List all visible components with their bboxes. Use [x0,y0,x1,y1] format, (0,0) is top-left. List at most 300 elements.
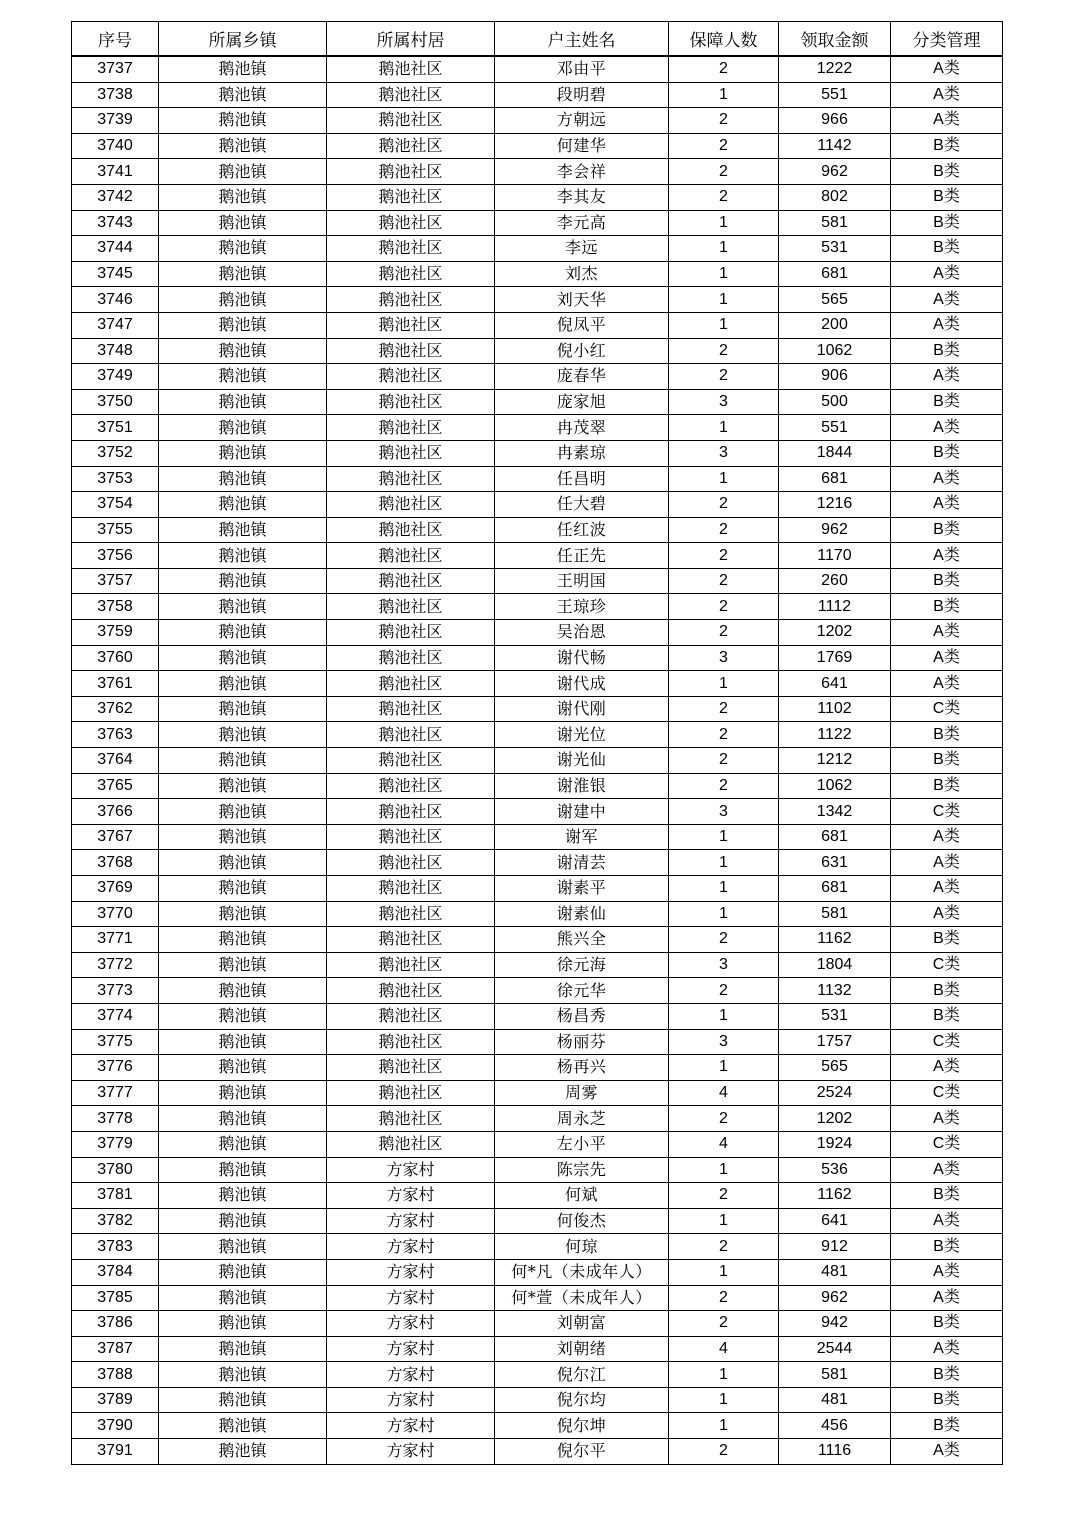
householder-cell: 何*萱（未成年人） [495,1285,669,1311]
amount-cell: 802 [779,184,891,210]
householder-cell: 王明国 [495,568,669,594]
table-row [72,748,1003,774]
seq-cell: 3748 [72,338,159,364]
village-cell: 鹅池社区 [327,287,495,313]
township-cell: 鹅池镇 [159,927,327,953]
township-cell: 鹅池镇 [159,389,327,415]
householder-cell: 任昌明 [495,466,669,492]
amount-cell: 581 [779,210,891,236]
covered-persons-cell: 1 [669,312,779,338]
householder-cell: 谢建中 [495,799,669,825]
covered-persons-cell: 2 [669,927,779,953]
village-cell: 鹅池社区 [327,1080,495,1106]
amount-cell: 536 [779,1157,891,1183]
township-cell: 鹅池镇 [159,1106,327,1132]
seq-cell: 3752 [72,440,159,466]
village-cell: 鹅池社区 [327,108,495,134]
village-cell: 鹅池社区 [327,1106,495,1132]
category-cell: A类 [891,261,1003,287]
seq-cell: 3766 [72,799,159,825]
category-cell: A类 [891,850,1003,876]
table-row [72,466,1003,492]
category-cell: A类 [891,82,1003,108]
seq-cell: 3775 [72,1029,159,1055]
seq-cell: 3779 [72,1131,159,1157]
amount-cell: 641 [779,1208,891,1234]
township-cell: 鹅池镇 [159,594,327,620]
township-cell: 鹅池镇 [159,1029,327,1055]
householder-cell: 周雾 [495,1080,669,1106]
seq-cell: 3772 [72,952,159,978]
category-cell: B类 [891,389,1003,415]
township-cell: 鹅池镇 [159,850,327,876]
table-row [72,594,1003,620]
category-cell: B类 [891,568,1003,594]
village-cell: 鹅池社区 [327,364,495,390]
table-row [72,927,1003,953]
township-cell: 鹅池镇 [159,748,327,774]
householder-cell: 倪尔坤 [495,1413,669,1439]
amount-cell: 1212 [779,748,891,774]
village-cell: 鹅池社区 [327,466,495,492]
seq-cell: 3757 [72,568,159,594]
householder-cell: 周永芝 [495,1106,669,1132]
village-cell: 鹅池社区 [327,901,495,927]
category-cell: A类 [891,1106,1003,1132]
village-cell: 鹅池社区 [327,1131,495,1157]
table-row [72,517,1003,543]
table-row [72,876,1003,902]
householder-cell: 方朝远 [495,108,669,134]
amount-cell: 2524 [779,1080,891,1106]
table-row [72,56,1003,82]
amount-cell: 681 [779,466,891,492]
householder-cell: 刘朝富 [495,1311,669,1337]
seq-cell: 3768 [72,850,159,876]
seq-cell: 3771 [72,927,159,953]
seq-cell: 3744 [72,236,159,262]
category-cell: A类 [891,108,1003,134]
village-cell: 方家村 [327,1285,495,1311]
category-cell: B类 [891,133,1003,159]
township-cell: 鹅池镇 [159,236,327,262]
village-cell: 鹅池社区 [327,492,495,518]
householder-cell: 何琼 [495,1234,669,1260]
township-cell: 鹅池镇 [159,492,327,518]
seq-cell: 3774 [72,1003,159,1029]
township-cell: 鹅池镇 [159,1311,327,1337]
householder-cell: 何俊杰 [495,1208,669,1234]
village-cell: 鹅池社区 [327,773,495,799]
township-cell: 鹅池镇 [159,184,327,210]
amount-cell: 1062 [779,338,891,364]
table-row [72,108,1003,134]
householder-cell: 杨再兴 [495,1055,669,1081]
householder-cell: 倪尔平 [495,1439,669,1465]
table-row [72,645,1003,671]
covered-persons-cell: 1 [669,1362,779,1388]
householder-cell: 谢素仙 [495,901,669,927]
category-cell: B类 [891,1362,1003,1388]
category-cell: C类 [891,1131,1003,1157]
covered-persons-cell: 2 [669,1285,779,1311]
amount-cell: 966 [779,108,891,134]
township-cell: 鹅池镇 [159,210,327,236]
township-cell: 鹅池镇 [159,1413,327,1439]
township-cell: 鹅池镇 [159,1285,327,1311]
seq-cell: 3755 [72,517,159,543]
covered-persons-cell: 2 [669,620,779,646]
amount-cell: 1202 [779,1106,891,1132]
amount-cell: 1757 [779,1029,891,1055]
amount-cell: 942 [779,1311,891,1337]
township-cell: 鹅池镇 [159,312,327,338]
seq-cell: 3787 [72,1336,159,1362]
category-cell: A类 [891,543,1003,569]
township-cell: 鹅池镇 [159,1439,327,1465]
householder-cell: 何*凡（未成年人） [495,1259,669,1285]
householder-cell: 倪尔均 [495,1387,669,1413]
category-cell: A类 [891,466,1003,492]
table-row [72,1106,1003,1132]
seq-cell: 3742 [72,184,159,210]
village-cell: 方家村 [327,1413,495,1439]
seq-cell: 3762 [72,696,159,722]
householder-cell: 庞春华 [495,364,669,390]
covered-persons-cell: 2 [669,338,779,364]
table-row [72,671,1003,697]
amount-cell: 1342 [779,799,891,825]
category-cell: B类 [891,594,1003,620]
amount-cell: 481 [779,1387,891,1413]
householder-cell: 王琼珍 [495,594,669,620]
amount-cell: 1216 [779,492,891,518]
seq-cell: 3759 [72,620,159,646]
seq-cell: 3776 [72,1055,159,1081]
category-cell: C类 [891,799,1003,825]
covered-persons-cell: 2 [669,1311,779,1337]
township-cell: 鹅池镇 [159,159,327,185]
seq-cell: 3790 [72,1413,159,1439]
amount-cell: 1162 [779,1183,891,1209]
header-covered-persons: 保障人数 [669,22,779,57]
householder-cell: 谢代畅 [495,645,669,671]
township-cell: 鹅池镇 [159,466,327,492]
table-row [72,1234,1003,1260]
village-cell: 方家村 [327,1183,495,1209]
township-cell: 鹅池镇 [159,799,327,825]
householder-cell: 谢清芸 [495,850,669,876]
category-cell: B类 [891,927,1003,953]
category-cell: A类 [891,645,1003,671]
seq-cell: 3740 [72,133,159,159]
covered-persons-cell: 1 [669,671,779,697]
category-cell: B类 [891,1311,1003,1337]
seq-cell: 3758 [72,594,159,620]
amount-cell: 962 [779,159,891,185]
householder-cell: 倪尔江 [495,1362,669,1388]
amount-cell: 962 [779,1285,891,1311]
header-category: 分类管理 [891,22,1003,57]
householder-cell: 倪小红 [495,338,669,364]
seq-cell: 3789 [72,1387,159,1413]
category-cell: A类 [891,312,1003,338]
village-cell: 鹅池社区 [327,56,495,82]
township-cell: 鹅池镇 [159,1183,327,1209]
table-row [72,799,1003,825]
category-cell: A类 [891,1336,1003,1362]
householder-cell: 刘杰 [495,261,669,287]
seq-cell: 3778 [72,1106,159,1132]
table-row [72,184,1003,210]
householder-cell: 李元高 [495,210,669,236]
amount-cell: 551 [779,415,891,441]
amount-cell: 581 [779,1362,891,1388]
covered-persons-cell: 2 [669,748,779,774]
amount-cell: 1132 [779,978,891,1004]
document-page [71,21,1002,1465]
seq-cell: 3739 [72,108,159,134]
amount-cell: 1222 [779,56,891,82]
village-cell: 鹅池社区 [327,978,495,1004]
covered-persons-cell: 1 [669,415,779,441]
village-cell: 方家村 [327,1387,495,1413]
householder-cell: 陈宗先 [495,1157,669,1183]
covered-persons-cell: 1 [669,1387,779,1413]
table-row [72,236,1003,262]
village-cell: 方家村 [327,1439,495,1465]
covered-persons-cell: 1 [669,236,779,262]
covered-persons-cell: 2 [669,159,779,185]
table-row [72,901,1003,927]
amount-cell: 565 [779,1055,891,1081]
covered-persons-cell: 1 [669,287,779,313]
amount-cell: 200 [779,312,891,338]
covered-persons-cell: 1 [669,261,779,287]
village-cell: 鹅池社区 [327,517,495,543]
village-cell: 鹅池社区 [327,952,495,978]
category-cell: C类 [891,1080,1003,1106]
covered-persons-cell: 1 [669,1055,779,1081]
covered-persons-cell: 3 [669,389,779,415]
covered-persons-cell: 1 [669,1413,779,1439]
township-cell: 鹅池镇 [159,1055,327,1081]
amount-cell: 1112 [779,594,891,620]
table-row [72,210,1003,236]
village-cell: 方家村 [327,1234,495,1260]
township-cell: 鹅池镇 [159,696,327,722]
village-cell: 鹅池社区 [327,82,495,108]
township-cell: 鹅池镇 [159,415,327,441]
householder-cell: 冉茂翠 [495,415,669,441]
covered-persons-cell: 2 [669,594,779,620]
township-cell: 鹅池镇 [159,364,327,390]
category-cell: A类 [891,671,1003,697]
table-row [72,1131,1003,1157]
covered-persons-cell: 2 [669,1106,779,1132]
village-cell: 方家村 [327,1157,495,1183]
table-row [72,568,1003,594]
householder-cell: 杨昌秀 [495,1003,669,1029]
table-row [72,1311,1003,1337]
householder-cell: 徐元华 [495,978,669,1004]
township-cell: 鹅池镇 [159,620,327,646]
seq-cell: 3750 [72,389,159,415]
seq-cell: 3741 [72,159,159,185]
householder-cell: 邓由平 [495,56,669,82]
householder-cell: 任大碧 [495,492,669,518]
householder-cell: 谢淮银 [495,773,669,799]
householder-cell: 何斌 [495,1183,669,1209]
covered-persons-cell: 3 [669,440,779,466]
covered-persons-cell: 3 [669,1029,779,1055]
township-cell: 鹅池镇 [159,1259,327,1285]
amount-cell: 906 [779,364,891,390]
householder-cell: 段明碧 [495,82,669,108]
amount-cell: 681 [779,876,891,902]
township-cell: 鹅池镇 [159,645,327,671]
table-row [72,696,1003,722]
township-cell: 鹅池镇 [159,1080,327,1106]
table-row [72,850,1003,876]
village-cell: 鹅池社区 [327,236,495,262]
township-cell: 鹅池镇 [159,952,327,978]
village-cell: 鹅池社区 [327,696,495,722]
township-cell: 鹅池镇 [159,338,327,364]
township-cell: 鹅池镇 [159,722,327,748]
covered-persons-cell: 1 [669,1208,779,1234]
table-row [72,338,1003,364]
seq-cell: 3760 [72,645,159,671]
householder-cell: 庞家旭 [495,389,669,415]
category-cell: B类 [891,517,1003,543]
householder-cell: 任正先 [495,543,669,569]
amount-cell: 551 [779,82,891,108]
village-cell: 方家村 [327,1362,495,1388]
amount-cell: 531 [779,1003,891,1029]
covered-persons-cell: 3 [669,645,779,671]
seq-cell: 3747 [72,312,159,338]
village-cell: 鹅池社区 [327,671,495,697]
householder-cell: 熊兴全 [495,927,669,953]
householder-cell: 刘朝绪 [495,1336,669,1362]
seq-cell: 3788 [72,1362,159,1388]
seq-cell: 3751 [72,415,159,441]
category-cell: B类 [891,210,1003,236]
table-row [72,1157,1003,1183]
seq-cell: 3784 [72,1259,159,1285]
amount-cell: 1844 [779,440,891,466]
seq-cell: 3777 [72,1080,159,1106]
seq-cell: 3743 [72,210,159,236]
category-cell: B类 [891,722,1003,748]
township-cell: 鹅池镇 [159,1157,327,1183]
township-cell: 鹅池镇 [159,876,327,902]
table-row [72,1080,1003,1106]
township-cell: 鹅池镇 [159,56,327,82]
covered-persons-cell: 1 [669,824,779,850]
covered-persons-cell: 2 [669,184,779,210]
covered-persons-cell: 2 [669,1234,779,1260]
village-cell: 鹅池社区 [327,543,495,569]
covered-persons-cell: 2 [669,978,779,1004]
covered-persons-cell: 1 [669,210,779,236]
seq-cell: 3753 [72,466,159,492]
householder-cell: 谢代刚 [495,696,669,722]
township-cell: 鹅池镇 [159,440,327,466]
category-cell: A类 [891,901,1003,927]
township-cell: 鹅池镇 [159,1208,327,1234]
table-row [72,1285,1003,1311]
village-cell: 方家村 [327,1208,495,1234]
village-cell: 鹅池社区 [327,184,495,210]
covered-persons-cell: 4 [669,1131,779,1157]
village-cell: 鹅池社区 [327,927,495,953]
category-cell: A类 [891,1208,1003,1234]
householder-cell: 倪凤平 [495,312,669,338]
township-cell: 鹅池镇 [159,133,327,159]
table-row [72,824,1003,850]
village-cell: 鹅池社区 [327,1029,495,1055]
village-cell: 鹅池社区 [327,210,495,236]
householder-cell: 冉素琼 [495,440,669,466]
category-cell: C类 [891,952,1003,978]
seq-cell: 3769 [72,876,159,902]
seq-cell: 3765 [72,773,159,799]
township-cell: 鹅池镇 [159,773,327,799]
village-cell: 鹅池社区 [327,620,495,646]
covered-persons-cell: 2 [669,133,779,159]
covered-persons-cell: 2 [669,1183,779,1209]
seq-cell: 3754 [72,492,159,518]
amount-cell: 260 [779,568,891,594]
township-cell: 鹅池镇 [159,1131,327,1157]
township-cell: 鹅池镇 [159,1387,327,1413]
township-cell: 鹅池镇 [159,1336,327,1362]
amount-cell: 1924 [779,1131,891,1157]
table-row [72,1387,1003,1413]
householder-cell: 杨丽芬 [495,1029,669,1055]
table-row [72,620,1003,646]
householder-cell: 李其友 [495,184,669,210]
category-cell: A类 [891,415,1003,441]
amount-cell: 681 [779,261,891,287]
covered-persons-cell: 3 [669,799,779,825]
category-cell: A类 [891,1259,1003,1285]
township-cell: 鹅池镇 [159,1234,327,1260]
table-body [72,56,1003,1464]
category-cell: B类 [891,236,1003,262]
category-cell: C类 [891,1029,1003,1055]
village-cell: 鹅池社区 [327,415,495,441]
covered-persons-cell: 2 [669,1439,779,1465]
category-cell: B类 [891,184,1003,210]
village-cell: 鹅池社区 [327,568,495,594]
table-row [72,1362,1003,1388]
householder-cell: 谢军 [495,824,669,850]
township-cell: 鹅池镇 [159,543,327,569]
householder-cell: 谢光仙 [495,748,669,774]
covered-persons-cell: 2 [669,56,779,82]
township-cell: 鹅池镇 [159,1362,327,1388]
covered-persons-cell: 1 [669,901,779,927]
householder-cell: 徐元海 [495,952,669,978]
category-cell: B类 [891,748,1003,774]
covered-persons-cell: 4 [669,1080,779,1106]
village-cell: 鹅池社区 [327,133,495,159]
seq-cell: 3745 [72,261,159,287]
covered-persons-cell: 4 [669,1336,779,1362]
